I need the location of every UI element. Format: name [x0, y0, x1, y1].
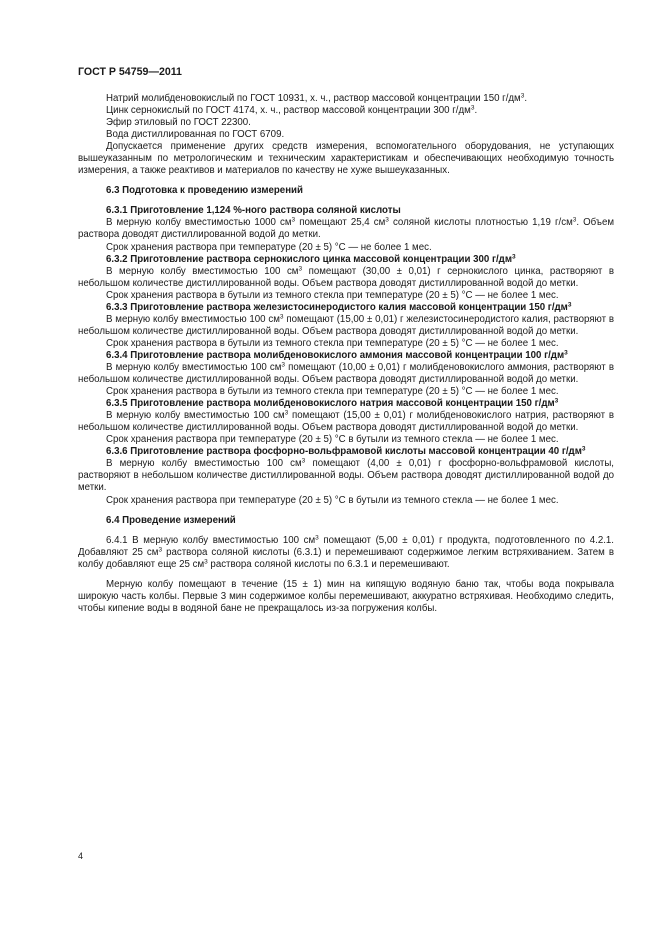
paragraph: В мерную колбу вместимостью 100 $см^3$ помещают (15,00 ± 0,01) г молибденовокислого натрия, растворяют в небольшом количестве дистиллированной воды. Объем раствора доводят дистиллированной водой до метки.	[78, 409, 614, 434]
subsection-heading: 6.3.6 Приготовление раствора фосфорно-вольфрамовой кислоты массовой концентрации 40 $г/дм^3$	[106, 445, 586, 458]
subsection-heading: 6.3.1 Приготовление 1,124 %-ного раствора соляной кислоты	[106, 205, 401, 217]
paragraph: Цинк сернокислый по ГОСТ 4174, х. ч., раствор массовой концентрации 300 $г/дм^3$.	[106, 104, 478, 117]
subsection-heading: 6.3.5 Приготовление раствора молибденовокислого натрия массовой концентрации 150 $г/дм^3$	[106, 397, 559, 410]
paragraph: Срок хранения раствора при температуре (20 ± 5) °С — не более 1 мес.	[106, 241, 432, 253]
paragraph: Допускается применение других средств измерения, вспомогательного оборудования, не уступающих вышеуказанным по метрологическим и техническим характеристикам и обеспечивающих необходимую точность измерения, а также реактивов и материалов по качеству не хуже вышеуказанных.	[78, 141, 614, 177]
section-heading: 6.4 Проведение измерений	[106, 514, 236, 526]
paragraph: В мерную колбу вместимостью 100 $см^3$ помещают (4,00 ± 0,01) г фосфорно-вольфрамовой кислоты, растворяют в небольшом количестве дистиллированной воды. Объем раствора доводят дистиллированной водой до метки.	[78, 457, 614, 494]
paragraph: Срок хранения раствора при температуре (20 ± 5) °С в бутыли из темного стекла — не более 1 мес.	[106, 434, 559, 446]
paragraph: Мерную колбу помещают в течение (15 ± 1) мин на кипящую водяную баню так, чтобы вода покрывала широкую часть колбы. Первые 3 мин содержимое колбы перемешивают, аккуратно встряхивая. Необходимо следить, чтобы кипение воды в водяной бане не прекращалось из-за погружения колбы.	[78, 578, 614, 614]
paragraph: Срок хранения раствора в бутыли из темного стекла при температуре (20 ± 5) °С — не более 1 мес.	[106, 289, 559, 301]
paragraph: Эфир этиловый по ГОСТ 22300.	[106, 117, 251, 129]
paragraph: Срок хранения раствора при температуре (20 ± 5) °С в бутыли из темного стекла — не более 1 мес.	[106, 494, 559, 506]
paragraph: В мерную колбу вместимостью 100 $см^3$ помещают (15,00 ± 0,01) г железистосинеродистого калия, растворяют в небольшом количестве дистиллированной воды. Объем раствора доводят дистиллированной водой до метки.	[78, 313, 614, 337]
paragraph: Срок хранения раствора в бутыли из темного стекла при температуре (20 ± 5) °С — не более 1 мес.	[106, 337, 559, 349]
paragraph: Вода дистиллированная по ГОСТ 6709.	[106, 129, 285, 141]
document-body	[78, 93, 614, 615]
paragraph: 6.4.1 В мерную колбу вместимостью 100 $см^3$ помещают (5,00 ± 0,01) г продукта, подготовленного по 4.2.1. Добавляют 25 $см^3$ раствора соляной кислоты (6.3.1) и перемешивают содержимое легким встряхиванием. Затем в колбу добавляют еще 25 $см^3$ раствора соляной кислоты по 6.3.1 и перемешивают.	[78, 534, 615, 570]
subsection-heading: 6.3.2 Приготовление раствора сернокислого цинка массовой концентрации 300 $г/дм^3$	[106, 253, 516, 265]
page-number: 4	[78, 851, 84, 861]
subsection-heading: 6.3.3 Приготовление раствора железистосинеродистого калия массовой концентрации 150 $г/дм^3$	[106, 301, 572, 313]
paragraph: В мерную колбу вместимостью 1000 $см^3$ помещают 25,4 $см^3$ соляной кислоты плотностью 1,19 $г/см^3$. Объем раствора доводят дистиллированной водой до метки.	[78, 216, 614, 241]
paragraph: В мерную колбу вместимостью 100 $см^3$ помещают (10,00 ± 0,01) г молибденовокислого аммония, растворяют в небольшом количестве дистиллированной воды. Объем раствора доводят дистиллированной водой до метки.	[78, 361, 614, 386]
document-header: ГОСТ Р 54759—2011	[78, 66, 182, 78]
subsection-heading: 6.3.4 Приготовление раствора молибденовокислого аммония массовой концентрации 100 $г/дм^3$	[106, 349, 568, 361]
paragraph: В мерную колбу вместимостью 100 $см^3$ помещают (30,00 ± 0,01) г сернокислого цинка, растворяют в небольшом количестве дистиллированной воды. Объем раствора доводят дистиллированной водой до метки.	[78, 265, 614, 289]
paragraph: Натрий молибденовокислый по ГОСТ 10931, х. ч., раствор массовой концентрации 150 $г/дм^3$.	[106, 92, 528, 104]
paragraph: Срок хранения раствора в бутыли из темного стекла при температуре (20 ± 5) °С — не более 1 мес.	[106, 386, 559, 398]
section-heading: 6.3 Подготовка к проведению измерений	[106, 185, 303, 197]
